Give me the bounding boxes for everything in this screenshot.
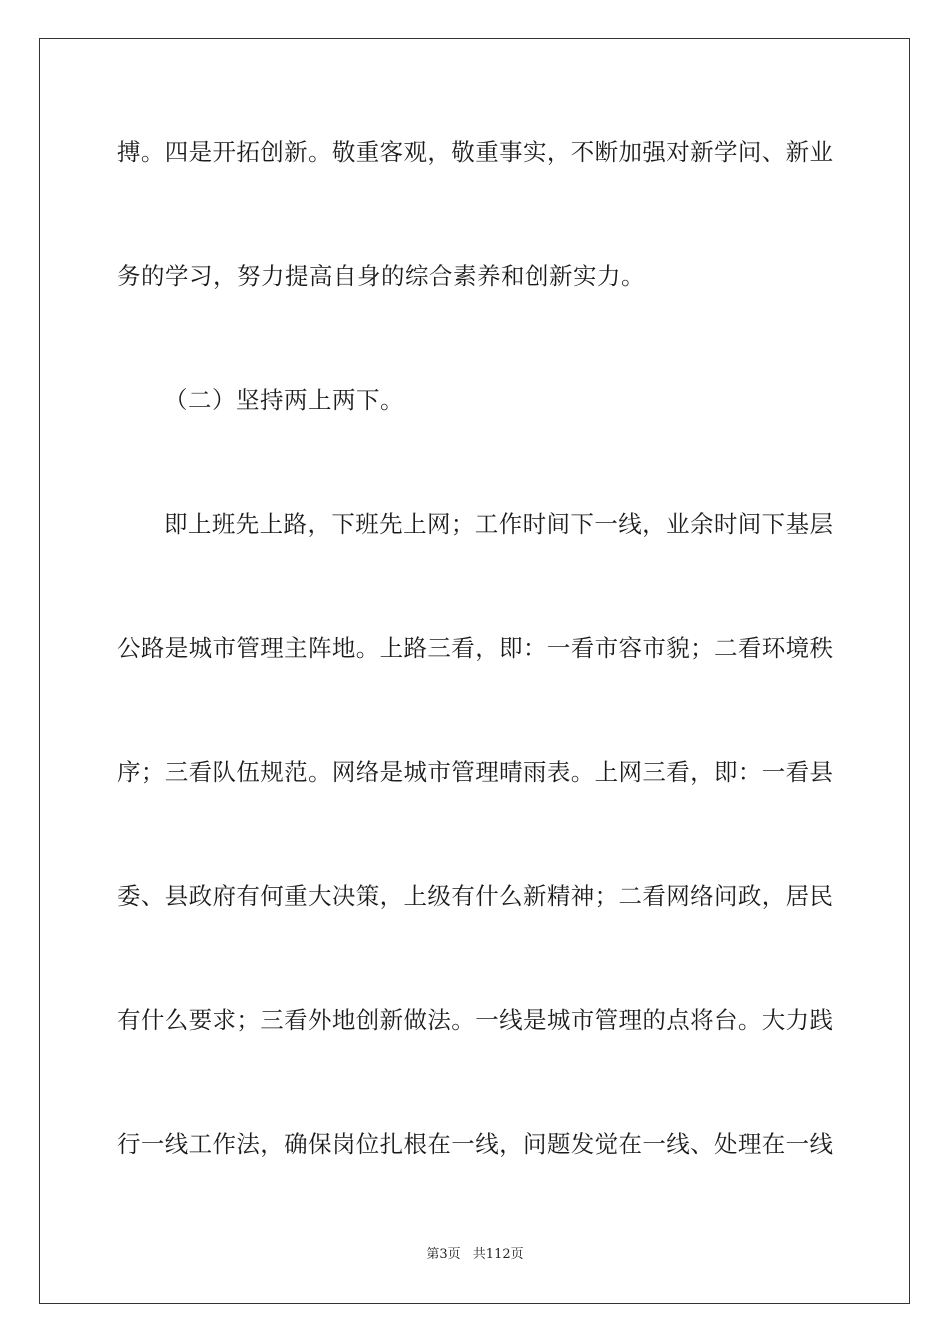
paragraph-line-3: 即上班先上路，下班先上网；工作时间下一线，业余时间下基层 [164,510,833,538]
page-border [39,38,910,1304]
page-total: 共112页 [472,1247,524,1262]
paragraph-line-4: 公路是城市管理主阵地。上路三看，即：一看市容市貌；二看环境秩 [117,634,833,662]
page-number: 第3页 [426,1247,461,1262]
paragraph-line-8: 行一线工作法，确保岗位扎根在一线，问题发觉在一线、处理在一线 [117,1130,833,1158]
page-footer [0,1246,950,1264]
paragraph-line-2: 务的学习，努力提高自身的综合素养和创新实力。 [117,262,645,290]
paragraph-line-1: 搏。四是开拓创新。敬重客观，敬重事实，不断加强对新学问、新业 [117,138,833,166]
paragraph-line-7: 有什么要求；三看外地创新做法。一线是城市管理的点将台。大力践 [117,1006,833,1034]
section-heading: （二）坚持两上两下。 [164,386,404,414]
paragraph-line-6: 委、县政府有何重大决策，上级有什么新精神；二看网络问政，居民 [117,882,833,910]
paragraph-line-5: 序；三看队伍规范。网络是城市管理晴雨表。上网三看，即：一看县 [117,758,833,786]
